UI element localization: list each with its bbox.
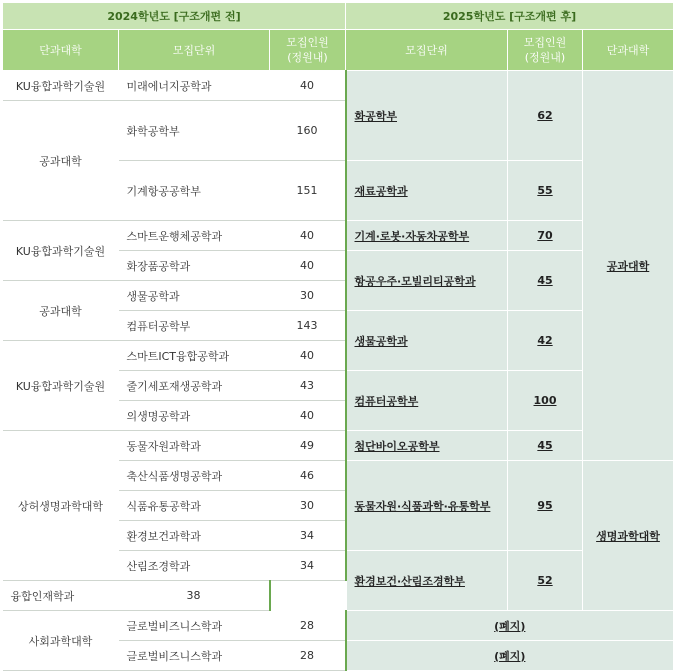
quota-cell: 160 (270, 101, 346, 161)
quota-cell: 34 (270, 551, 346, 581)
new-unit-cell: 컴퓨터공학부 (346, 371, 508, 431)
unit-cell: 스마트ICT융합공학과 (119, 341, 270, 371)
new-unit-cell: 항공우주·모빌리티공학과 (346, 251, 508, 311)
new-unit-cell: 환경보건·산림조경학부 (346, 551, 508, 611)
col-unit: 모집단위 (346, 30, 508, 71)
table-row (3, 221, 674, 251)
quota-cell: 40 (270, 71, 346, 101)
abolished-cell: (폐지) (346, 641, 674, 671)
quota-cell: 46 (270, 461, 346, 491)
unit-cell: 화학공학부 (119, 101, 270, 161)
new-unit-cell: 기계·로봇·자동차공학부 (346, 221, 508, 251)
new-unit-cell: 재료공학과 (346, 161, 508, 221)
unit-cell: 기계항공공학부 (119, 161, 270, 221)
unit-cell: 글로벌비즈니스학과 (119, 641, 270, 671)
quota-cell: 40 (270, 251, 346, 281)
quota-cell: 40 (270, 341, 346, 371)
quota-cell: 43 (270, 371, 346, 401)
unit-cell: 식품유통공학과 (119, 491, 270, 521)
col-college: 단과대학 (583, 30, 674, 71)
new-quota-cell: 100 (508, 371, 583, 431)
new-quota-cell: 70 (508, 221, 583, 251)
quota-cell: 30 (270, 281, 346, 311)
unit-cell: 생물공학과 (119, 281, 270, 311)
quota-cell: 49 (270, 431, 346, 461)
table-row (3, 71, 674, 101)
quota-cell: 34 (270, 521, 346, 551)
quota-cell: 143 (270, 311, 346, 341)
new-quota-cell: 95 (508, 461, 583, 551)
college-cell: KU융합과학기술원 (3, 71, 119, 101)
col-quota: 모집인원 (정원내) (270, 30, 346, 71)
college-cell: 공과대학 (3, 101, 119, 221)
quota-cell: 28 (270, 611, 346, 641)
unit-cell: 화장품공학과 (119, 251, 270, 281)
quota-cell: 151 (270, 161, 346, 221)
unit-cell: 컴퓨터공학부 (119, 311, 270, 341)
abolished-cell: (폐지) (346, 611, 674, 641)
college-cell: KU융합과학기술원 (3, 341, 119, 431)
unit-cell: 스마트운행체공학과 (119, 221, 270, 251)
new-unit-cell: 동물자원·식품과학·유통학부 (346, 461, 508, 551)
new-quota-cell: 62 (508, 71, 583, 161)
col-college: 단과대학 (3, 30, 119, 71)
unit-cell: 융합인재학과 (3, 581, 119, 611)
unit-cell: 축산식품생명공학과 (119, 461, 270, 491)
table-row (3, 611, 674, 641)
college-cell: 공과대학 (3, 281, 119, 341)
college-cell: KU융합과학기술원 (3, 221, 119, 281)
college-cell: 사회과학대학 (3, 611, 119, 671)
col-unit: 모집단위 (119, 30, 270, 71)
new-quota-cell: 55 (508, 161, 583, 221)
after-header: 2025학년도 [구조개편 후] (346, 3, 674, 30)
college-cell: 상허생명과학대학 (3, 431, 119, 581)
quota-cell: 40 (270, 401, 346, 431)
unit-cell: 미래에너지공학과 (119, 71, 270, 101)
new-unit-cell: 생물공학과 (346, 311, 508, 371)
new-college-cell: 생명과학대학 (583, 461, 674, 611)
col-quota: 모집인원 (정원내) (508, 30, 583, 71)
new-unit-cell: 화공학부 (346, 71, 508, 161)
unit-cell: 줄기세포재생공학과 (119, 371, 270, 401)
unit-cell: 동물자원과학과 (119, 431, 270, 461)
unit-cell: 글로벌비즈니스학과 (119, 611, 270, 641)
quota-cell: 30 (270, 491, 346, 521)
unit-cell: 환경보건과학과 (119, 521, 270, 551)
new-unit-cell: 첨단바이오공학부 (346, 431, 508, 461)
restructuring-table (2, 2, 674, 671)
table-row (3, 431, 674, 461)
quota-cell: 28 (270, 641, 346, 671)
new-college-cell: 공과대학 (583, 71, 674, 461)
before-header: 2024학년도 [구조개편 전] (3, 3, 346, 30)
quota-cell: 40 (270, 221, 346, 251)
unit-cell: 의생명공학과 (119, 401, 270, 431)
quota-cell: 38 (119, 581, 270, 611)
unit-cell: 산림조경학과 (119, 551, 270, 581)
new-quota-cell: 52 (508, 551, 583, 611)
new-quota-cell: 45 (508, 251, 583, 311)
new-quota-cell: 45 (508, 431, 583, 461)
new-quota-cell: 42 (508, 311, 583, 371)
